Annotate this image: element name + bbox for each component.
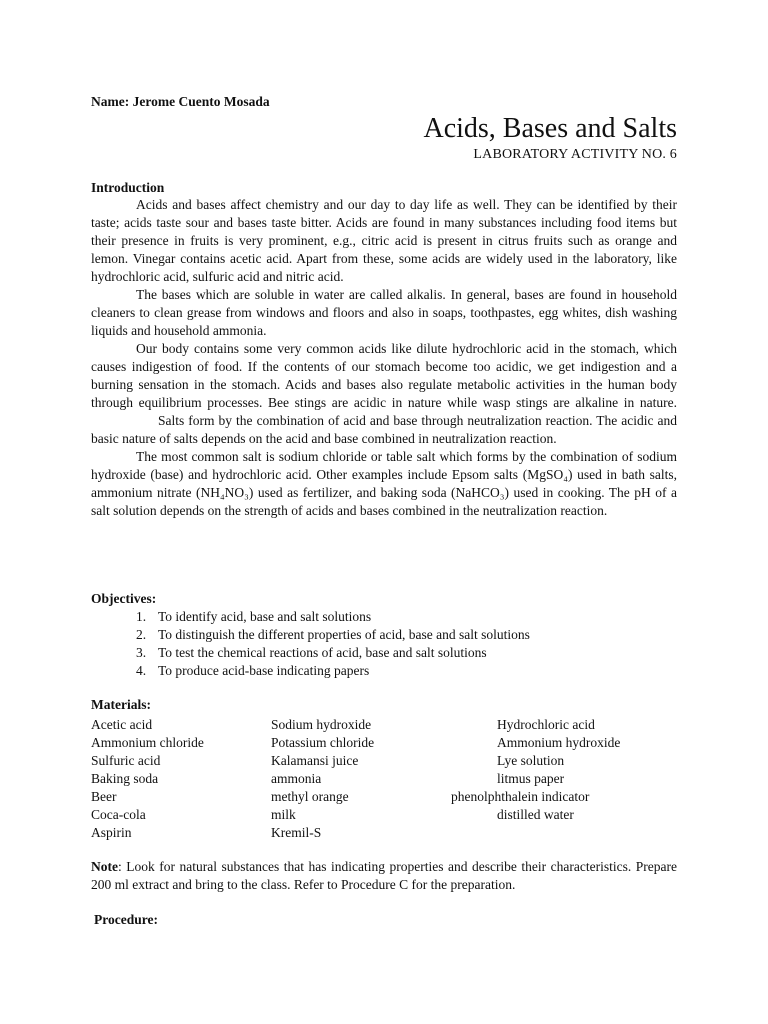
intro-paragraph-2: The bases which are soluble in water are called alkalis. In general, bases are found in household cleaners to clean grease from windows and floors and also in soaps, toothpastes, egg whites, dish washing liquids and household ammonia. [91, 287, 677, 338]
material-item: Sodium hydroxide [271, 717, 372, 732]
material-item: Aspirin [91, 825, 132, 840]
objective-item: 4. To produce acid-base indicating papers [136, 663, 370, 678]
material-item: Hydrochloric acid [497, 717, 595, 732]
material-item: Acetic acid [91, 717, 153, 732]
material-item: Sulfuric acid [91, 753, 161, 768]
intro-paragraph-3: Our body contains some very common acids like dilute hydrochloric acid in the stomach, which causes indigestion of food. If the contents of our stomach become too acidic, we get indigestion and a burning sensation in the stomach. Acids and bases also regulate metabolic activities in the human body through equilibrium processes. Bee stings are acidic in nature while wasp stings are alkaline in nature. [91, 341, 677, 410]
material-item: milk [271, 807, 296, 822]
material-item: Potassium chloride [271, 735, 375, 750]
introduction-heading: Introduction [91, 180, 165, 195]
material-item: methyl orange [271, 789, 349, 804]
objectives-heading: Objectives: [91, 591, 157, 606]
material-item: Ammonium chloride [91, 735, 204, 750]
intro-paragraph-5: The most common salt is sodium chloride or table salt which forms by the combination of sodium hydroxide (base) and hydrochloric acid. Other examples include Epsom salts (MgSO₄) used in bath salts, ammonium nitrate (NH₄NO₃) used as fertilizer, and baking soda (NaHCO₃) used in cooking. The pH of a salt solution depends on the strength of acids and bases combined in the neutralization reaction. [91, 449, 677, 518]
materials-heading: Materials: [91, 697, 151, 712]
procedure-heading: Procedure: [94, 912, 158, 927]
materials-column-2 [271, 716, 374, 842]
materials-column-1 [91, 716, 204, 842]
material-item: phenolphthalein indicator [451, 789, 590, 804]
material-item: distilled water [497, 807, 574, 822]
material-item: Beer [91, 789, 117, 804]
student-name: Name: Jerome Cuento Mosada [91, 94, 270, 109]
material-item: Kremil-S [271, 825, 322, 840]
introduction-body [91, 196, 677, 520]
objective-item: 1. To identify acid, base and salt solutions [136, 609, 372, 624]
material-item: ammonia [271, 771, 322, 786]
material-item: Lye solution [497, 753, 565, 768]
material-item: Kalamansi juice [271, 753, 359, 768]
material-item: Baking soda [91, 771, 159, 786]
intro-paragraph-4: Salts form by the combination of acid and base through neutralization reaction. The acidic and basic nature of salts depends on the acid and base combined in neutralization reaction. [91, 413, 677, 446]
material-item: Ammonium hydroxide [497, 735, 621, 750]
activity-number: LABORATORY ACTIVITY NO. 6 [473, 147, 677, 162]
intro-paragraph-1: Acids and bases affect chemistry and our day to day life as well. They can be identified by their taste; acids taste sour and bases taste bitter. Acids are found in many substances including food items but their presence in fruits is very prominent, e.g., citric acid is present in citrus fruits such as orange and lemon. Vinegar contains acetic acid. Apart from these, some acids are widely used in the laboratory, like hydrochloric acid, sulfuric acid and nitric acid. [91, 197, 677, 284]
objective-item: 2. To distinguish the different properties of acid, base and salt solutions [136, 627, 530, 642]
material-item: Coca-cola [91, 807, 146, 822]
document-title: Acids, Bases and Salts [423, 113, 677, 144]
materials-column-3 [451, 716, 621, 824]
note-paragraph: Note: Look for natural substances that has indicating properties and describe their characteristics. Prepare 200 ml extract and bring to the class. Refer to Procedure C for the preparation. [91, 859, 677, 892]
material-item: litmus paper [497, 771, 565, 786]
objective-item: 3. To test the chemical reactions of acid, base and salt solutions [136, 645, 487, 660]
objectives-list [136, 608, 530, 680]
note-label: Note [91, 859, 118, 874]
